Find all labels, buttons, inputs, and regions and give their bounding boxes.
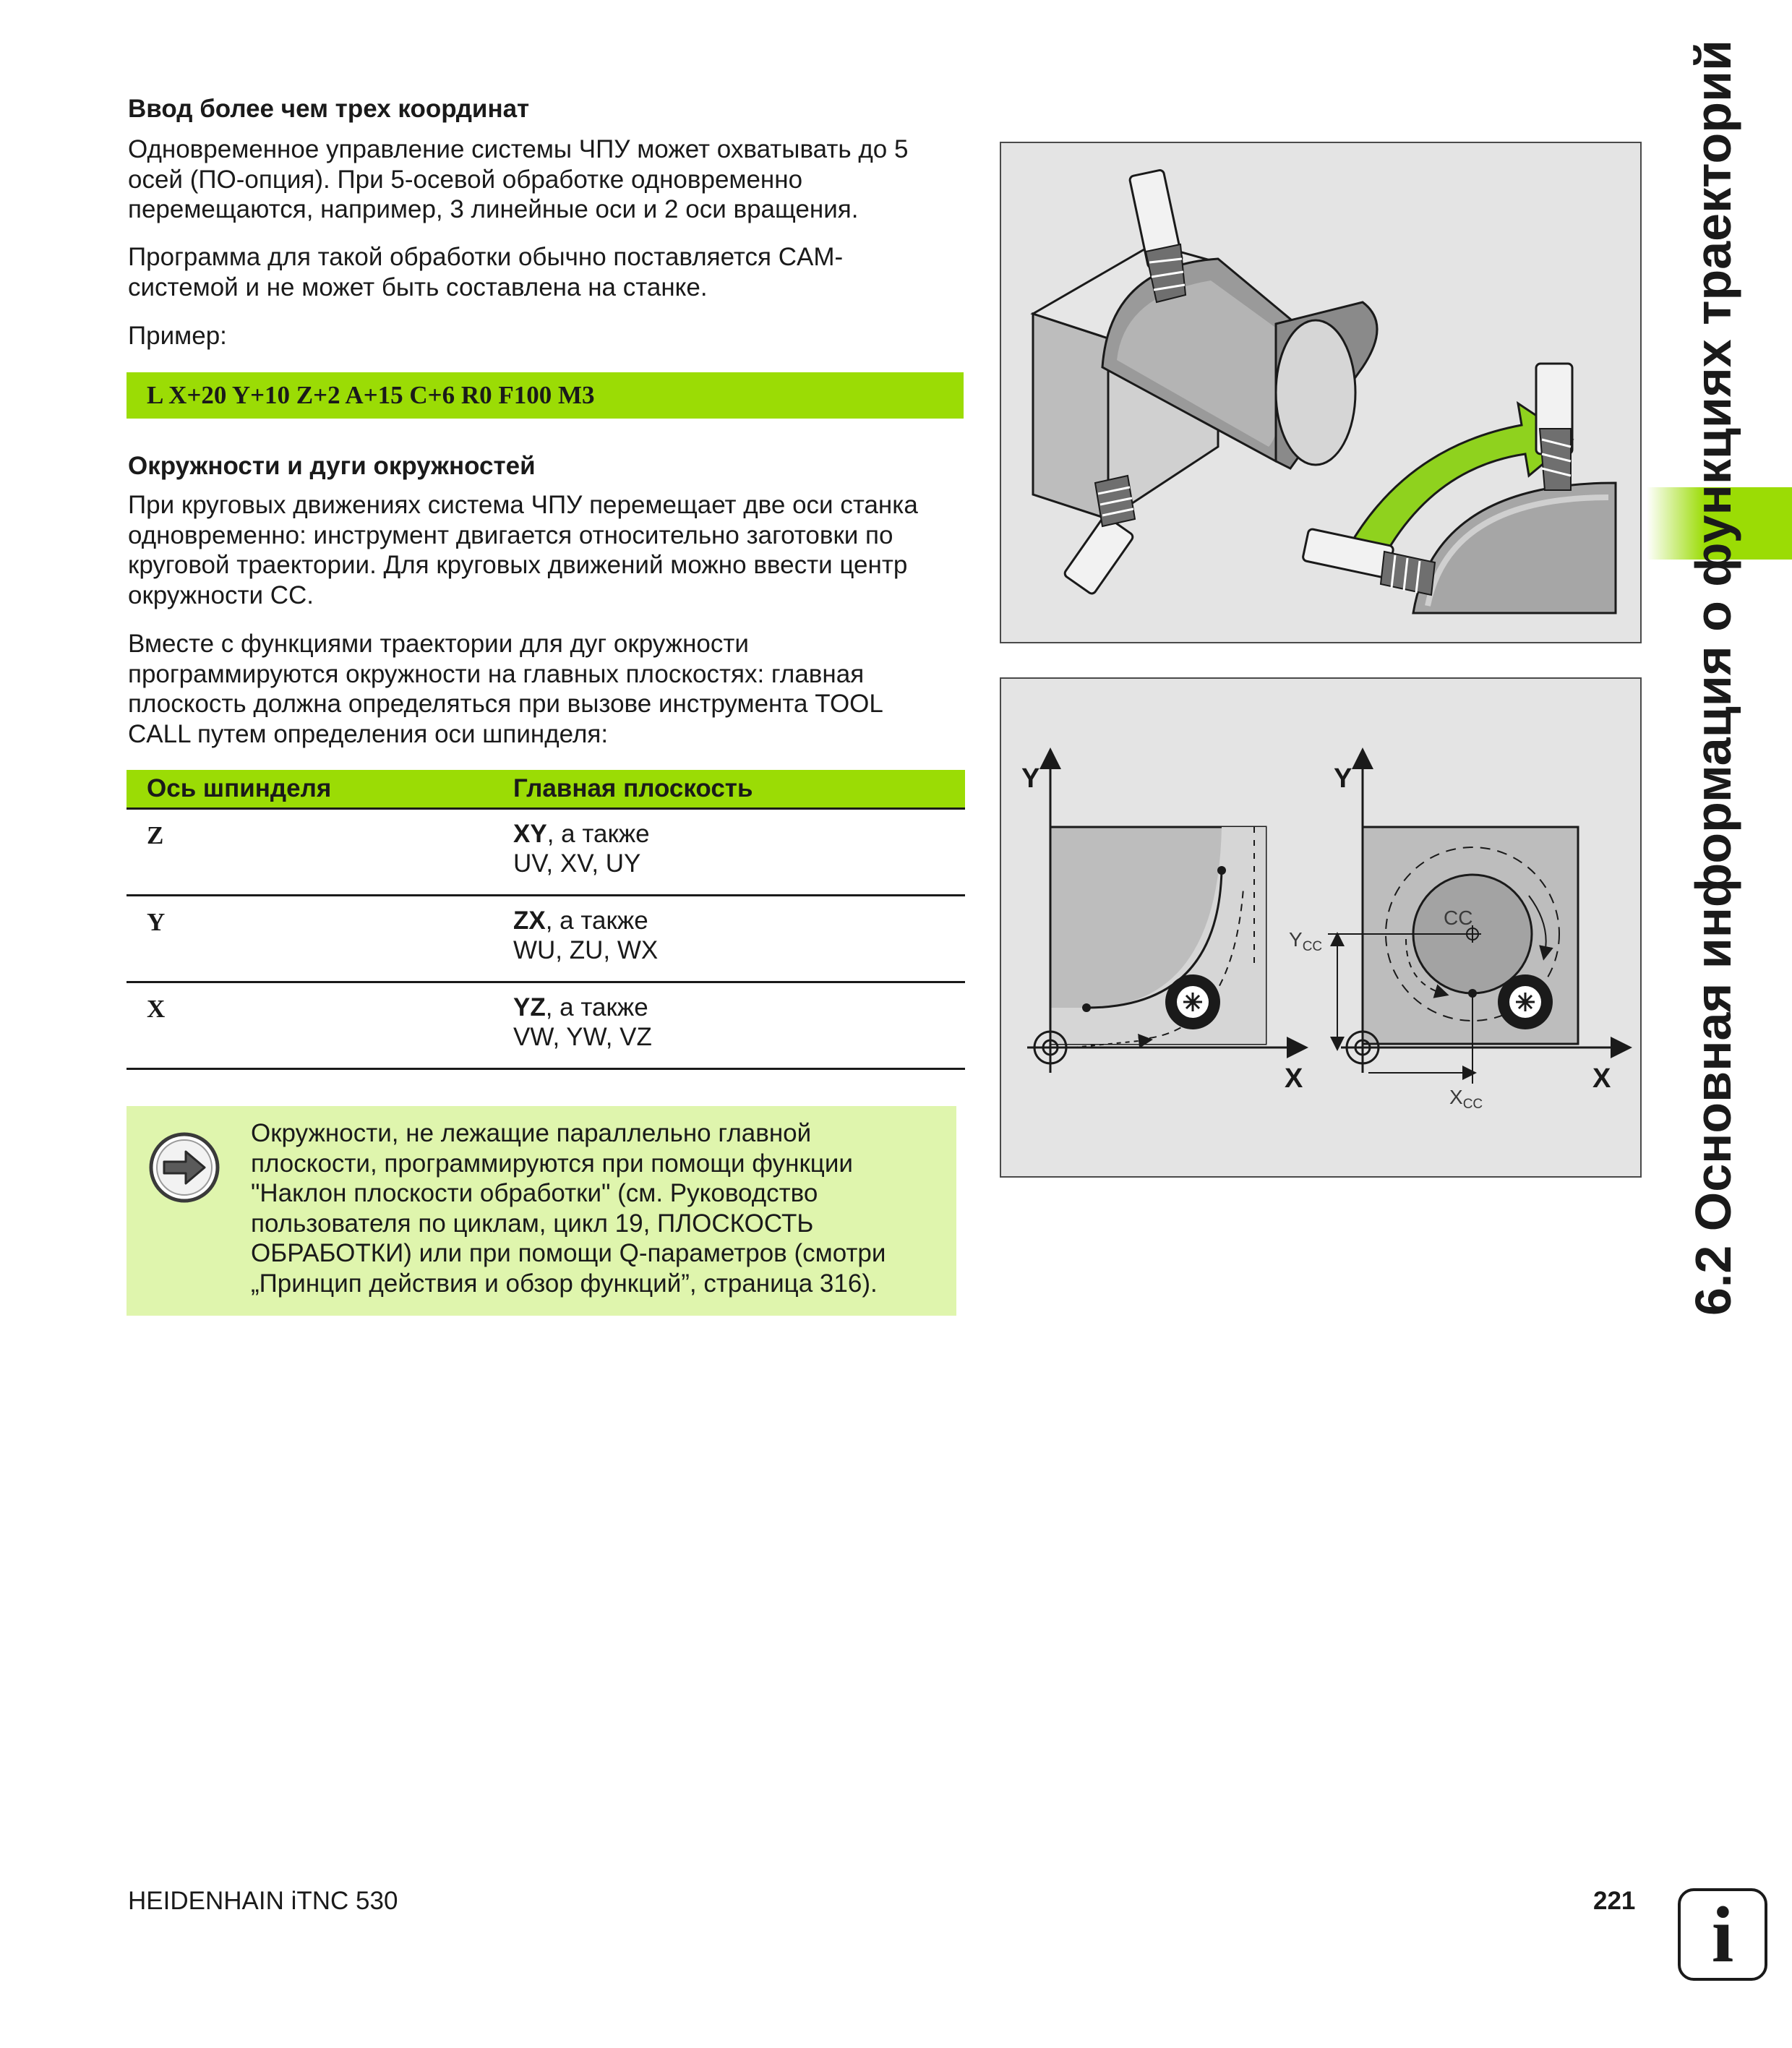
info-icon <box>1678 1888 1767 1981</box>
plane-primary: YZ <box>513 993 546 1021</box>
y-axis-label: Y <box>1021 763 1040 794</box>
five-axis-machining-figure <box>1000 142 1642 643</box>
ycc-main: Y <box>1289 928 1303 951</box>
axis-cell: Z <box>147 821 164 849</box>
x-axis-label: X <box>1285 1063 1303 1094</box>
page-number: 221 <box>1593 1887 1636 1915</box>
plane-extra: VW, YW, VZ <box>513 1023 652 1051</box>
text-line: ОБРАБОТКИ) или при помощи Q-параметров (смотри <box>251 1239 886 1267</box>
milling-cutter-right <box>1498 974 1553 1029</box>
text-line: „Принцип действия и обзор функций”, страница 316). <box>251 1269 878 1298</box>
plane-suffix: , а также <box>545 907 648 935</box>
section-heading-coordinates: Ввод более чем трех координат <box>128 95 530 123</box>
text-line: плоскости, программируются при помощи функции <box>251 1149 853 1178</box>
table-row <box>127 983 965 1070</box>
text-line: осей (ПО-опция). При 5-осевой обработке одновременно <box>128 165 803 194</box>
table-header <box>127 770 965 810</box>
text-line: одновременно: инструмент двигается относительно заготовки по <box>128 520 893 549</box>
plane-primary: ZX <box>513 907 546 935</box>
axis-cell: X <box>147 995 166 1023</box>
axis-cell: Y <box>147 908 166 936</box>
text-line: Вместе с функциями траектории для дуг окружности <box>128 630 749 658</box>
text-line: Программа для такой обработки обычно поставляется CAM- <box>128 243 844 271</box>
column-header-main-plane: Главная плоскость <box>513 774 753 802</box>
ycc-subscript: CC <box>1302 939 1323 954</box>
plane-primary: XY <box>513 820 547 848</box>
text-line: круговой траектории. Для круговых движений можно ввести центр <box>128 551 908 579</box>
plane-extra: UV, XV, UY <box>513 849 641 878</box>
paragraph-main-planes <box>128 629 883 749</box>
table-row <box>127 810 965 896</box>
chapter-sidebar-title: 6.2 Основная информация о функциях траекторий <box>1685 39 1741 1316</box>
xcc-subscript: CC <box>1462 1097 1483 1112</box>
paragraph-simultaneous-axes <box>128 134 908 225</box>
table-row <box>127 896 965 983</box>
section-heading-circles: Окружности и дуги окружностей <box>128 452 536 480</box>
info-glyph: i <box>1711 1890 1734 1979</box>
plane-suffix: , а также <box>545 993 648 1021</box>
paragraph-circular-motion <box>128 490 918 610</box>
plane-cell <box>513 993 652 1052</box>
text-line: Одновременное управление системы ЧПУ может охватывать до 5 <box>128 135 909 163</box>
text-line: программируются окружности на главных плоскостях: главная <box>128 659 865 688</box>
milling-cutter-left <box>1165 974 1220 1029</box>
cc-label: CC <box>1444 907 1473 929</box>
ycc-label <box>1289 928 1322 954</box>
text-line: окружности CC. <box>128 580 314 609</box>
spindle-axis-table <box>127 770 965 1070</box>
circle-path-figure <box>1000 677 1642 1178</box>
text-line: CALL путем определения оси шпинделя: <box>128 719 609 748</box>
code-example-block: L X+20 Y+10 Z+2 A+15 C+6 R0 F100 M3 <box>127 372 964 419</box>
xcc-label <box>1449 1086 1483 1112</box>
text-line: При круговых движениях система ЧПУ перемещает две оси станка <box>128 491 918 519</box>
footer-product-name: HEIDENHAIN iTNC 530 <box>128 1887 398 1915</box>
y-axis-label-right: Y <box>1334 763 1352 794</box>
note-text <box>251 1118 945 1298</box>
paragraph-cam-program <box>128 242 843 302</box>
plane-extra: WU, ZU, WX <box>513 936 659 964</box>
text-line: системой и не может быть составлена на станке. <box>128 273 708 301</box>
text-line: Окружности, не лежащие параллельно главной <box>251 1119 812 1147</box>
example-label: Пример: <box>128 322 227 350</box>
arrow-right-icon <box>148 1131 220 1207</box>
column-header-spindle-axis: Ось шпинделя <box>147 774 332 802</box>
text-line: плоскость должна определяться при вызове инструмента TOOL <box>128 690 883 718</box>
text-line: пользователя по циклам, цикл 19, ПЛОСКОСТЬ <box>251 1209 814 1238</box>
plane-suffix: , а также <box>546 820 650 848</box>
plane-cell <box>513 906 658 965</box>
xcc-main: X <box>1449 1086 1463 1108</box>
text-line: "Наклон плоскости обработки" (см. Руководство <box>251 1179 818 1207</box>
circle-path-diagram <box>1001 679 1640 1176</box>
plane-cell <box>513 819 650 878</box>
x-axis-label-right: X <box>1592 1063 1611 1094</box>
text-line: перемещаются, например, 3 линейные оси и 2 оси вращения. <box>128 195 859 223</box>
five-axis-illustration <box>1001 143 1640 642</box>
note-box <box>127 1106 956 1316</box>
